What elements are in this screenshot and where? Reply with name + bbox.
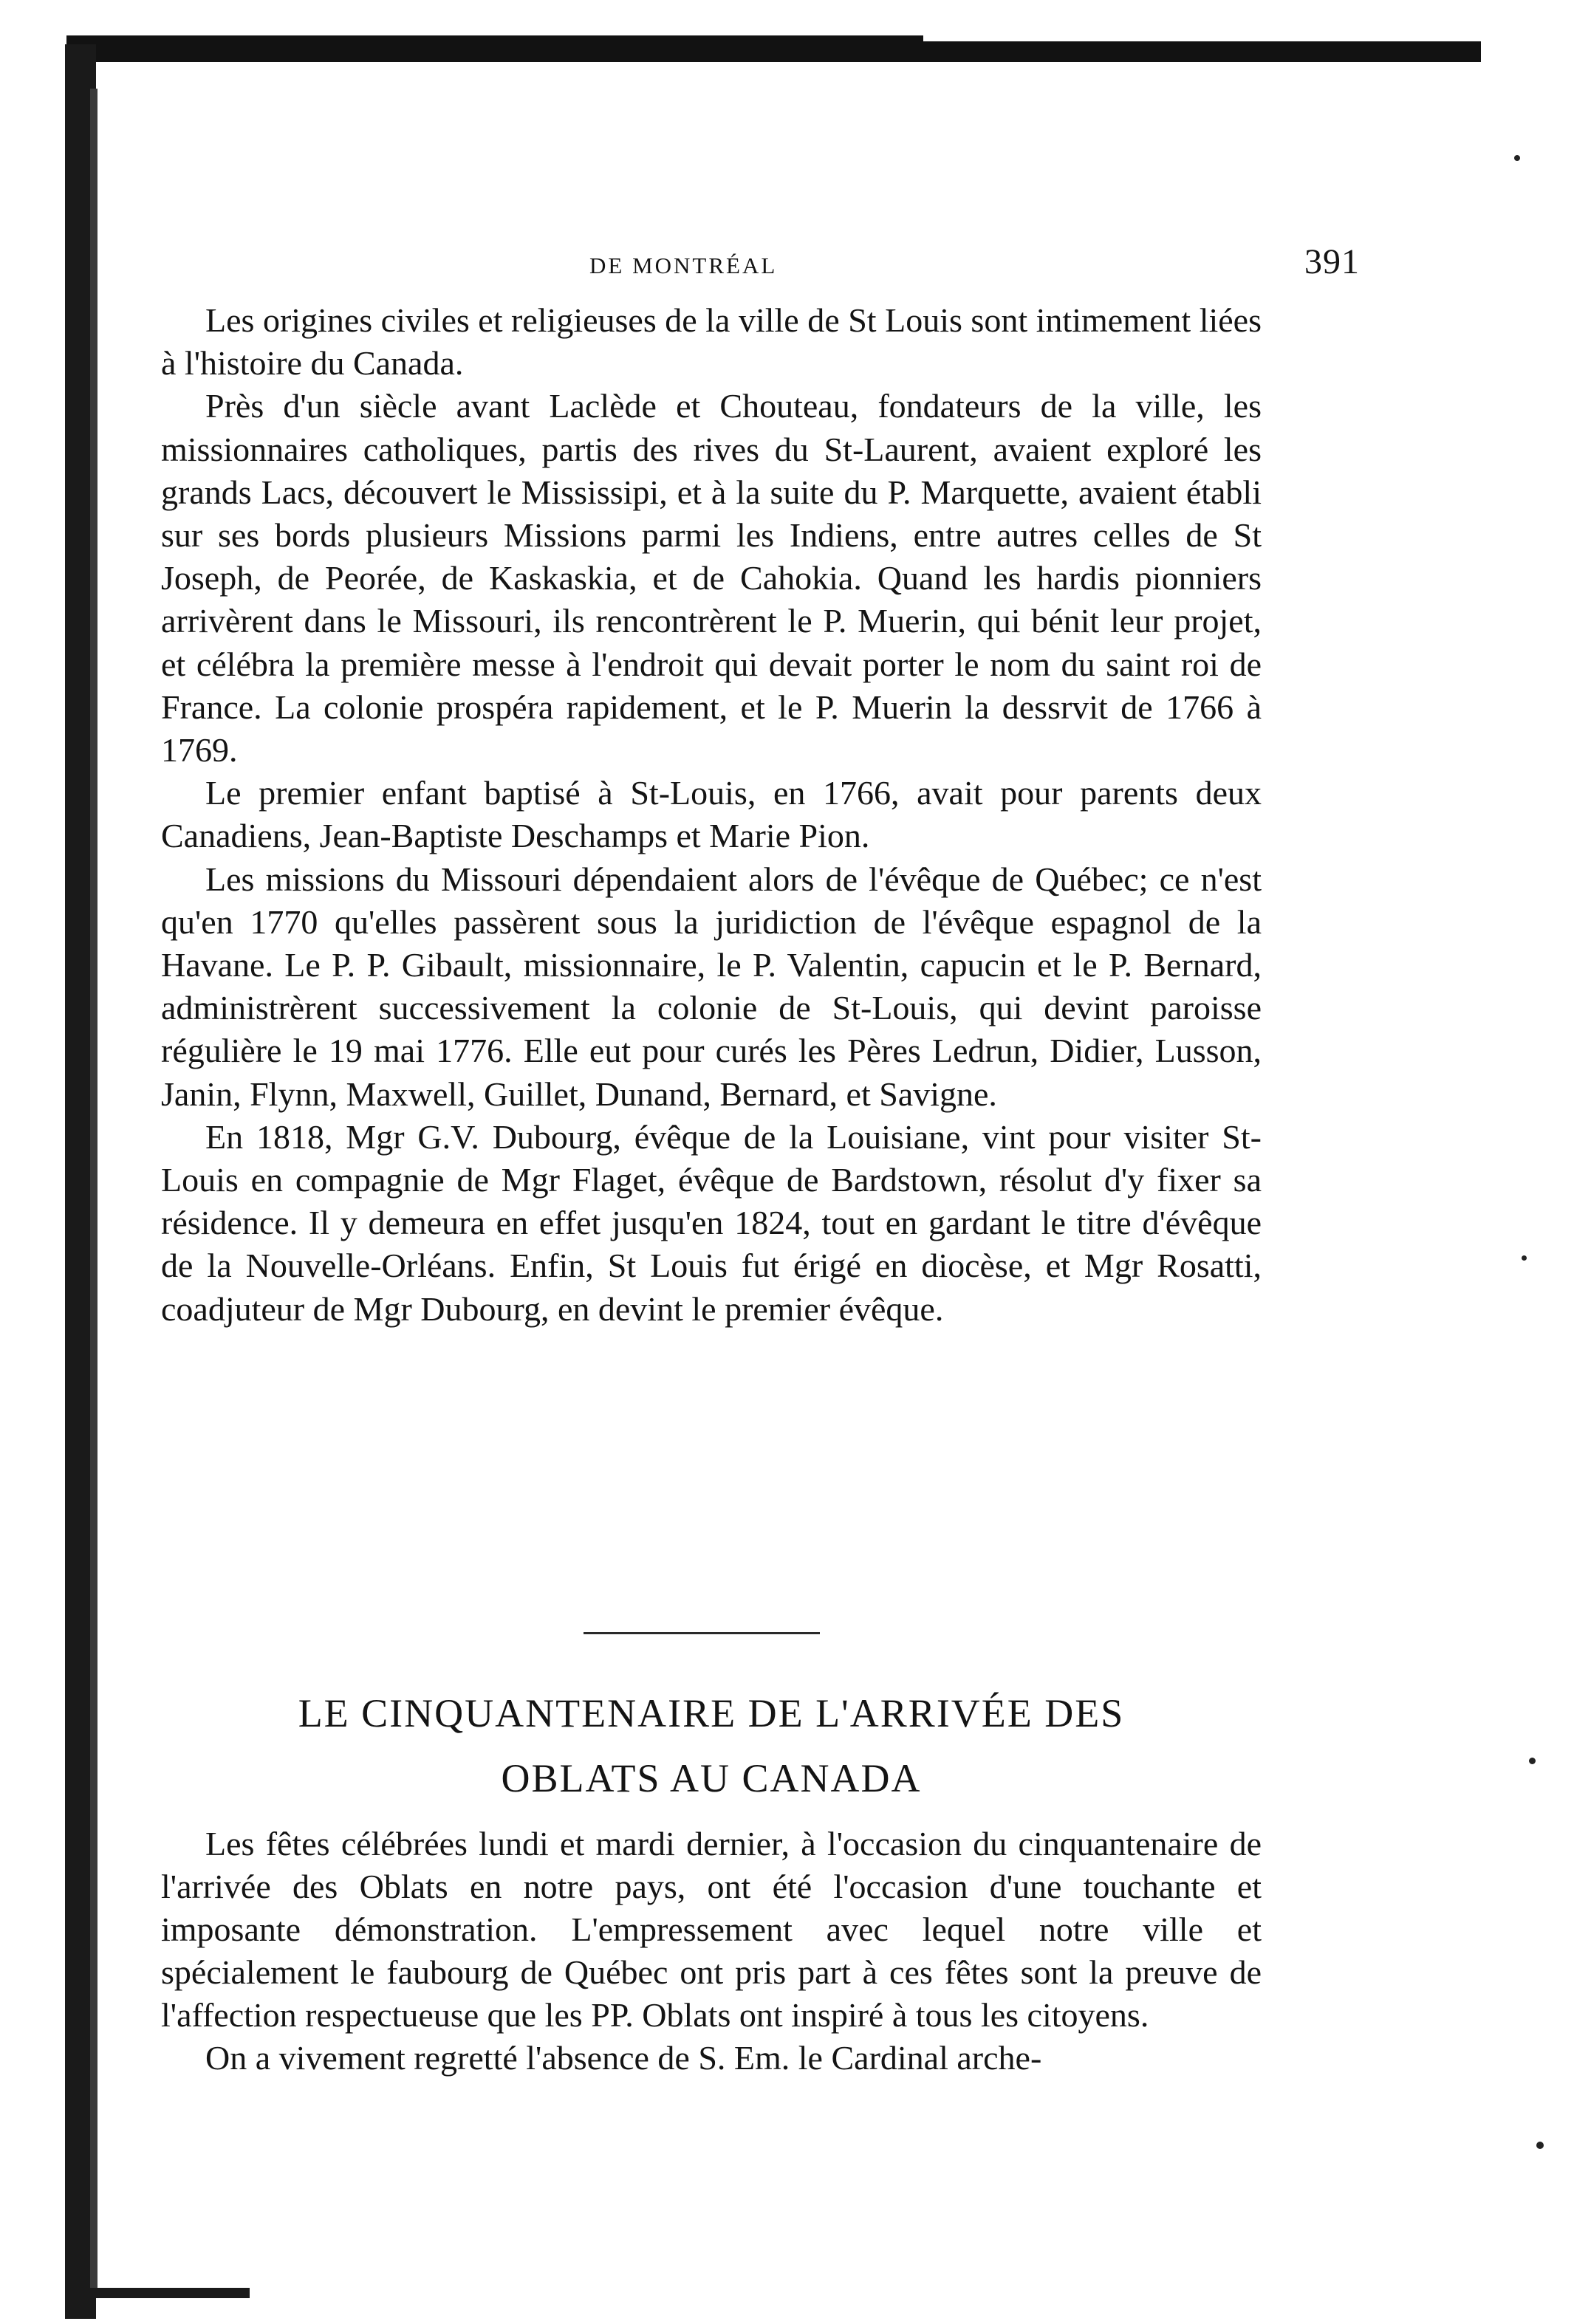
paragraph: Près d'un siècle avant Laclède et Chouteau, fondateurs de la ville, les missionnaires catholiques, partis des rives du St-Laurent, avaient exploré les grands Lacs, découvert le Mississipi, et à la suite du P. Marquette, avaient établi sur ses bords plusieurs Missions parmi les Indiens, entre autres celles de St Joseph, de Peorée, de Kaskaskia, et de Cahokia. Quand les hardis pionniers arrivèrent dans le Missouri, ils rencontrèrent le P. Muerin, qui bénit leur projet, et célébra la première messe à l'endroit qui devait porter le nom du saint roi de France. La colonie prospéra rapidement, et le P. Muerin la dessrvit de 1766 à 1769.: [161, 387, 1262, 769]
article-paragraph: Les fêtes célébrées lundi et mardi dernier, à l'occasion du cinquantenaire de l'arrivée des Oblats en notre pays, ont été l'occasion d'une touchante et imposante démonstration. L'empressement avec lequel notre ville et spécialement le faubourg de Québec ont pris part à ces fêtes sont la preuve de l'affection respectueuse que les PP. Oblats ont inspiré à tous les citoyens.: [161, 1825, 1262, 2034]
article-body: [161, 1823, 1262, 2080]
paragraph: Les missions du Missouri dépendaient alors de l'évêque de Québec; ce n'est qu'en 1770 qu'elles passèrent sous la juridiction de l'évêque espagnol de la Havane. Le P. P. Gibault, missionnaire, le P. Valentin, capucin et le P. Bernard, administrèrent successivement la colonie de St-Louis, qui devint paroisse régulière le 19 mai 1776. Elle eut pour curés les Pères Ledrun, Didier, Lusson, Janin, Flynn, Maxwell, Guillet, Dunand, Bernard, et Savigne.: [161, 860, 1262, 1113]
left-border-shadow: [90, 89, 97, 2289]
running-head: DE MONTRÉAL: [589, 253, 778, 278]
scan-speck: [1529, 1758, 1536, 1764]
scan-speck: [1536, 2142, 1544, 2149]
article-title: [161, 1684, 1262, 1808]
article-title-line-2: OBLATS AU CANADA: [501, 1756, 922, 1800]
scan-speck: [1522, 1255, 1527, 1261]
article-paragraph: On a vivement regretté l'absence de S. Em. le Cardinal arche-: [205, 2039, 1042, 2077]
page-number: 391: [1304, 242, 1360, 281]
article-title-line-1: LE CINQUANTENAIRE DE L'ARRIVÉE DES: [298, 1691, 1125, 1735]
section-divider: [584, 1632, 820, 1634]
body-text: [161, 299, 1262, 1331]
page-header: [161, 235, 1360, 282]
paragraph: En 1818, Mgr G.V. Dubourg, évêque de la Louisiane, vint pour visiter St-Louis en compagnie de Mgr Flaget, évêque de Bardstown, résolut d'y fixer sa résidence. Il y demeura en effet jusqu'en 1824, tout en gardant le titre d'évêque de la Nouvelle-Orléans. Enfin, St Louis fut érigé en diocèse, et Mgr Rosatti, coadjuteur de Mgr Dubourg, en devint le premier évêque.: [161, 1117, 1262, 1328]
paragraph: Les origines civiles et religieuses de la ville de St Louis sont intimement liées à l'histoire du Canada.: [161, 301, 1262, 383]
bottom-border-rule: [87, 2288, 250, 2298]
paragraph: Le premier enfant baptisé à St-Louis, en 1766, avait pour parents deux Canadiens, Jean-Baptiste Deschamps et Marie Pion.: [161, 774, 1262, 855]
top-border-gap: [923, 30, 1485, 41]
scan-speck: [1514, 155, 1520, 161]
